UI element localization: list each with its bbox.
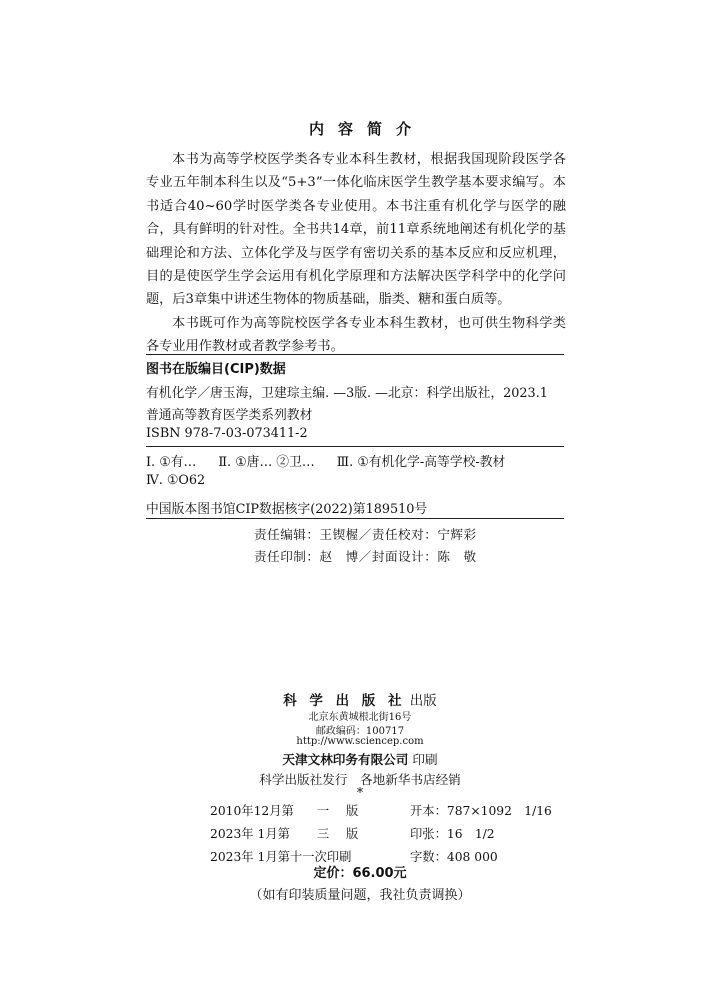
publisher-name-line xyxy=(0,689,720,709)
price: 定价：66.00元 xyxy=(313,866,407,881)
cip-heading: 图书在版编目(CIP)数据 xyxy=(146,362,286,377)
staff-line-2: 责任印制：赵 博／封面设计：陈 敬 xyxy=(254,549,477,564)
publisher-suffix: 出版 xyxy=(409,693,437,709)
intro-text xyxy=(146,148,566,359)
publisher-url: http://www.sciencep.com xyxy=(296,736,424,747)
edition-spec: 字数：408 000 xyxy=(410,850,498,864)
cip-class-1: Ⅰ. ①有… xyxy=(146,455,197,470)
edition-spec: 开本：787×1092 1/16 xyxy=(410,804,552,818)
cip-isbn: ISBN 978-7-03-073411-2 xyxy=(146,426,308,441)
edition-type: 版 xyxy=(346,804,359,818)
cip-number: 中国版本图书馆CIP数据核字(2022)第189510号 xyxy=(146,502,428,517)
cip-classification xyxy=(146,451,523,470)
printer-suffix: 印刷 xyxy=(412,752,438,767)
edition-table xyxy=(210,800,552,869)
cip-mid-rule xyxy=(146,446,564,447)
cip-class-3: Ⅲ. ①有机化学-高等学校-教材 xyxy=(336,455,506,470)
publisher-name: 科 学 出 版 社 xyxy=(283,693,406,709)
edition-date: 2010年12月第 xyxy=(210,804,294,818)
cip-class-code: Ⅳ. ①O62 xyxy=(146,473,206,488)
edition-row xyxy=(210,800,552,823)
separator-star: * xyxy=(356,785,364,800)
edition-date: 2023年 1月第十一次印刷 xyxy=(210,850,352,864)
intro-paragraph-2: 本书既可作为高等院校医学各专业本科生教材，也可供生物科学类各专业用作教材或者教学参考书。 xyxy=(146,315,566,355)
edition-number: 一 xyxy=(316,804,330,818)
cip-top-rule xyxy=(146,354,564,355)
intro-paragraph-1: 本书为高等学校医学类各专业本科生教材，根据我国现阶段医学各专业五年制本科生以及“5+3”一体化临床医学生教学基本要求编写。本书适合40~60学时医学类各专业使用。本书注重有机化学与医学的融合，具有鲜明的针对性。全书共14章，前11章系统地阐述有机化学的基础理论和方法、立体化学及与医学有密切关系的基本反应和反应机理，目的是使医学生学会运用有机化学原理和方法解决医学科学中的化学问题，后3章集中讲述生物体的物质基础，脂类、糖和蛋白质等。 xyxy=(146,152,566,308)
printer-name: 天津文林印务有限公司 xyxy=(282,752,409,767)
publisher-address: 北京东黄城根北街16号 xyxy=(308,712,412,723)
cip-series-line: 普通高等教育医学类系列教材 xyxy=(146,408,313,423)
cip-title-line: 有机化学／唐玉海，卫建琮主编. —3版. —北京：科学出版社，2023.1 xyxy=(146,386,548,401)
cip-bottom-rule xyxy=(146,518,564,519)
edition-date: 2023年 1月第 xyxy=(210,827,290,841)
distribution-line: 科学出版社发行 各地新华书店经销 xyxy=(259,772,461,787)
quality-note: （如有印装质量问题，我社负责调换） xyxy=(249,888,471,903)
edition-row xyxy=(210,823,552,846)
publisher-postcode: 邮政编码：100717 xyxy=(315,726,405,737)
cip-class-2: Ⅱ. ①唐… ②卫… xyxy=(218,455,315,470)
edition-type: 版 xyxy=(346,827,359,841)
edition-spec: 印张：16 1/2 xyxy=(410,827,495,841)
edition-number: 三 xyxy=(316,827,330,841)
printer-line xyxy=(0,749,720,768)
staff-line-1: 责任编辑：王锲楃／责任校对：宁辉彩 xyxy=(254,527,477,542)
section-title: 内容简介 xyxy=(308,120,425,138)
